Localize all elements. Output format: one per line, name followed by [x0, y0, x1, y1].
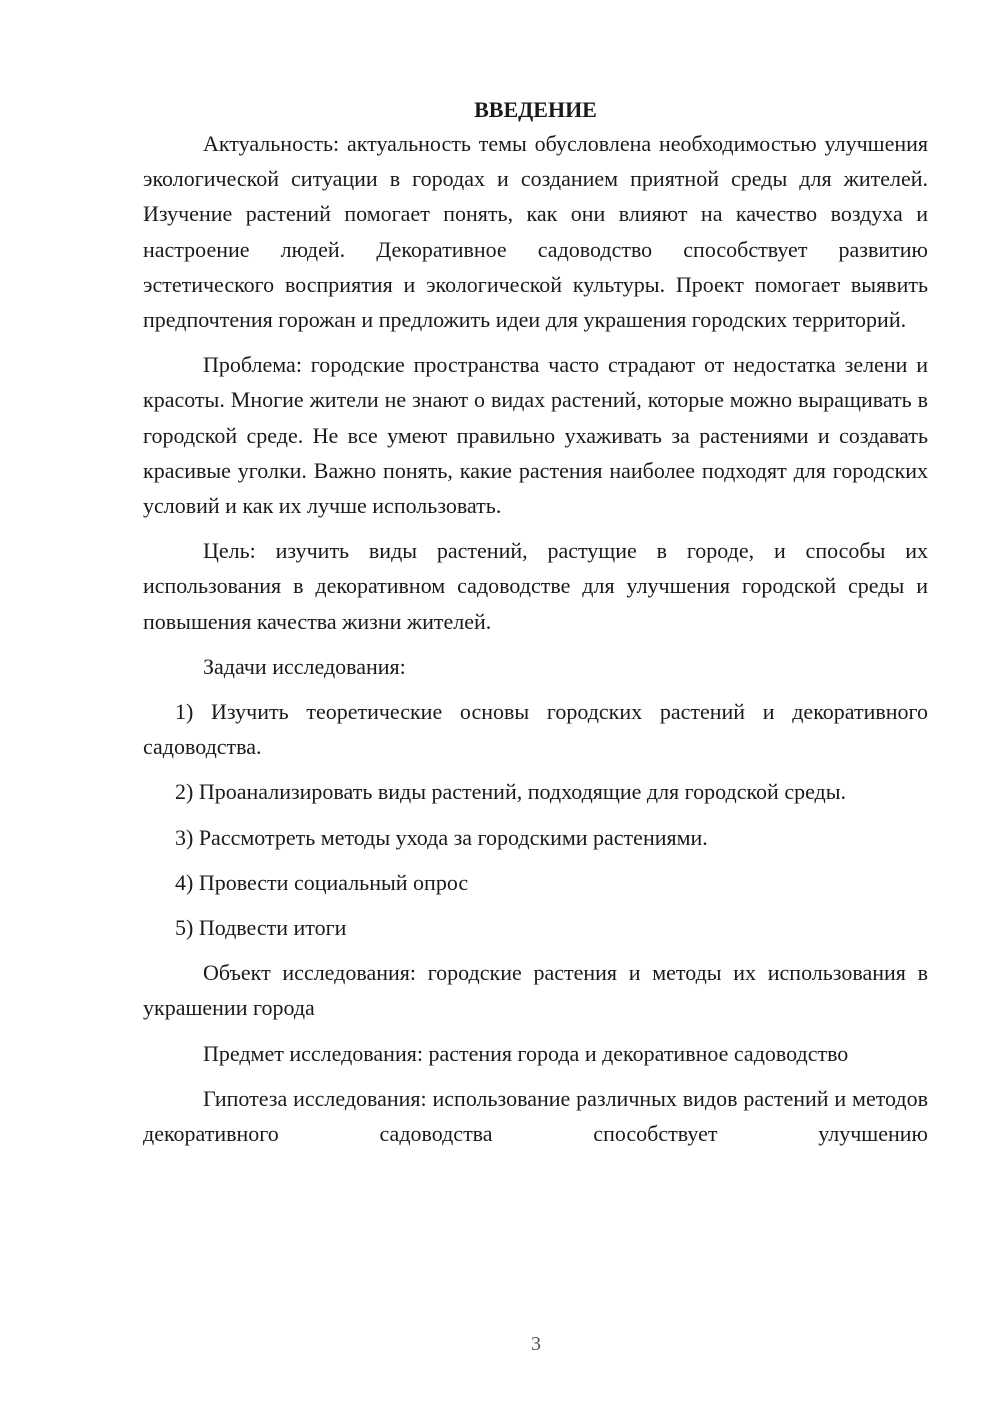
page-title: ВВЕДЕНИЕ: [474, 97, 597, 122]
task-item-5: 5) Подвести итоги: [175, 915, 347, 941]
paragraph-hypothesis: Гипотеза исследования: использование различных видов растений и методов декоративного садоводства способствует улучшению: [143, 1085, 928, 1147]
paragraph-problem: Проблема: городские пространства часто страдают от недостатка зелени и красоты. Многие жители не знают о видах растений, которые можно выращивать в городской среде. Не все умеют правильно ухаживать за растениями и создавать красивые уголки. Важно понять, какие растения наиболее подходят для городских условий и как их лучше использовать.: [143, 352, 928, 519]
paragraph-object: Объект исследования: городские растения и методы их использования в украшении города: [143, 960, 928, 1021]
task-item-2: 2) Проанализировать виды растений, подходящие для городской среды.: [175, 779, 847, 805]
paragraph-subject: Предмет исследования: растения города и декоративное садоводство: [203, 1040, 849, 1066]
task-item-4: 4) Провести социальный опрос: [175, 869, 469, 895]
task-item-3: 3) Рассмотреть методы ухода за городскими растениями.: [175, 824, 708, 850]
document-page: [143, 92, 928, 1161]
page-number: 3: [531, 1333, 541, 1355]
paragraph-tasks-heading: Задачи исследования:: [203, 653, 406, 679]
paragraph-goal: Цель: изучить виды растений, растущие в городе, и способы их использования в декоративном садоводстве для улучшения городской среды и повышения качества жизни жителей.: [143, 538, 928, 634]
paragraph-relevance: Актуальность: актуальность темы обусловлена необходимостью улучшения экологической ситуации в городах и созданием приятной среды для жителей. Изучение растений помогает понять, как они влияют на качество воздуха и настроение людей. Декоративное садоводство способствует развитию эстетического восприятия и экологической культуры. Проект помогает выявить предпочтения горожан и предложить идеи для украшения городских территорий.: [143, 131, 928, 333]
task-item-1: 1) Изучить теоретические основы городских растений и декоративного садоводства.: [143, 699, 928, 760]
